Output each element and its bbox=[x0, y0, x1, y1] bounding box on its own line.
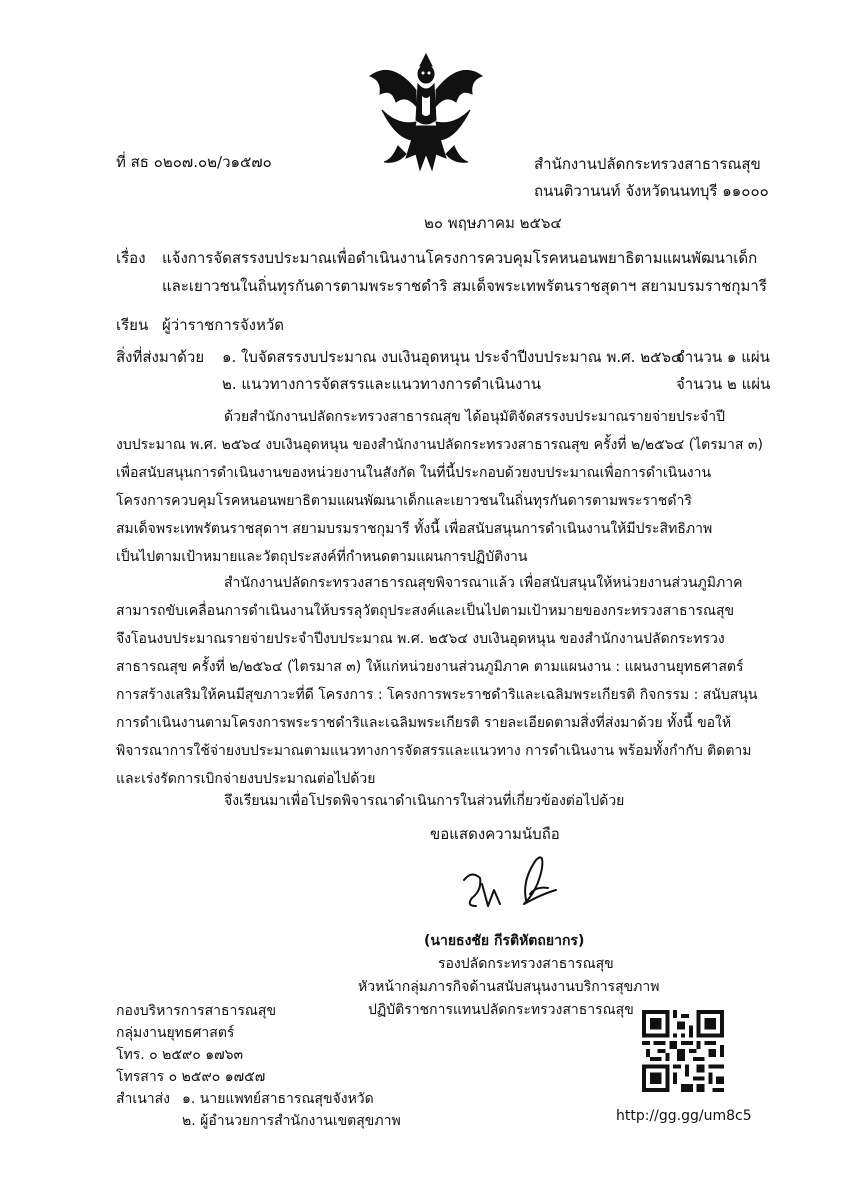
enclosures-label: สิ่งที่ส่งมาด้วย bbox=[116, 348, 205, 366]
footer-phone: โทร. ๐ ๒๕๙๐ ๑๗๖๓ bbox=[116, 1047, 244, 1063]
footer-fax: โทรสาร ๐ ๒๕๙๐ ๑๗๕๗ bbox=[116, 1069, 266, 1085]
footer-group: กลุ่มงานยุทธศาสตร์ bbox=[116, 1025, 235, 1041]
paragraph-line: ด้วยสำนักงานปลัดกระทรวงสาธารณสุข ได้อนุมัติจัดสรรงบประมาณรายจ่ายประจำปี bbox=[224, 409, 726, 425]
signatory-title: รองปลัดกระทรวงสาธารณสุข bbox=[438, 956, 614, 972]
paragraph-line: การดำเนินงานตามโครงการพระราชดำริและเฉลิมพระเกียรติ รายละเอียดตามสิ่งที่ส่งมาด้วย ทั้งนี้ ขอให้ bbox=[116, 715, 732, 731]
salutation-label: เรียน bbox=[116, 316, 149, 334]
subject-line-2: และเยาวชนในถิ่นทุรกันดารตามพระราชดำริ สมเด็จพระเทพรัตนราชสุดาฯ สยามบรมราชกุมารี bbox=[162, 277, 767, 295]
enclosure-item: ๒. แนวทางการจัดสรรและแนวทางการดำเนินงาน bbox=[222, 375, 542, 393]
enclosure-quantity: จำนวน ๑ แผ่น bbox=[676, 348, 770, 366]
paragraph-line: พิจารณาการใช้จ่ายงบประมาณตามแนวทางการจัดสรรและแนวทาง การดำเนินงาน พร้อมทั้งกำกับ ติดตาม bbox=[116, 743, 752, 759]
paragraph-line: และเร่งรัดการเบิกจ่ายงบประมาณต่อไปด้วย bbox=[116, 771, 376, 787]
signatory-name: (นายธงชัย กีรติหัตถยากร) bbox=[424, 933, 585, 949]
complimentary-close: ขอแสดงความนับถือ bbox=[430, 825, 560, 843]
footer-division: กองบริหารการสาธารณสุข bbox=[116, 1003, 277, 1019]
body-paragraph-1 bbox=[116, 403, 790, 571]
cc-label: สำเนาส่ง bbox=[116, 1091, 171, 1107]
paragraph-line: สมเด็จพระเทพรัตนราชสุดาฯ สยามบรมราชกุมารี ทั้งนี้ เพื่อสนับสนุนการดำเนินงานให้มีประสิทธิภาพ bbox=[116, 521, 713, 537]
paragraph-line: สาธารณสุข ครั้งที่ ๒/๒๕๖๔ (ไตรมาส ๓) ให้แก่หน่วยงานส่วนภูมิภาค ตามแผนงาน : แผนงานยุทธศาสตร์ bbox=[116, 659, 744, 675]
handwritten-signature bbox=[452, 850, 572, 920]
cc-item: ๒. ผู้อำนวยการสำนักงานเขตสุขภาพ bbox=[182, 1113, 401, 1129]
paragraph-line: จึงโอนงบประมาณรายจ่ายประจำปีงบประมาณ พ.ศ. ๒๕๖๔ งบเงินอุดหนุน ของสำนักงานปลัดกระทรวง bbox=[116, 631, 725, 647]
body-paragraph-2 bbox=[116, 569, 790, 793]
office-address: ถนนติวานนท์ จังหวัดนนทบุรี ๑๑๐๐๐ bbox=[534, 182, 769, 200]
paragraph-line: สำนักงานปลัดกระทรวงสาธารณสุขพิจารณาแล้ว เพื่อสนับสนุนให้หน่วยงานส่วนภูมิภาค bbox=[224, 575, 743, 591]
enclosure-quantity: จำนวน ๒ แผ่น bbox=[676, 375, 771, 393]
paragraph-line: เพื่อสนับสนุนการดำเนินงานของหน่วยงานในสังกัด ในที่นี้ประกอบด้วยงบประมาณเพื่อการดำเนินงาน bbox=[116, 465, 712, 481]
qr-url[interactable]: http://gg.gg/um8c5 bbox=[616, 1108, 752, 1124]
closing-line: จึงเรียนมาเพื่อโปรดพิจารณาดำเนินการในส่วนที่เกี่ยวข้องต่อไปด้วย bbox=[224, 793, 625, 809]
recipient: ผู้ว่าราชการจังหวัด bbox=[162, 316, 285, 334]
subject-line-1: แจ้งการจัดสรรงบประมาณเพื่อดำเนินงานโครงการควบคุมโรคหนอนพยาธิตามแผนพัฒนาเด็ก bbox=[162, 249, 758, 267]
cc-item: ๑. นายแพทย์สาธารณสุขจังหวัด bbox=[182, 1091, 374, 1107]
paragraph-line: เป็นไปตามเป้าหมายและวัตถุประสงค์ที่กำหนดตามแผนการปฏิบัติงาน bbox=[116, 549, 528, 565]
office-name: สำนักงานปลัดกระทรวงสาธารณสุข bbox=[534, 155, 761, 173]
document-number: ที่ สธ ๐๒๐๗.๐๒/ว๑๕๗๐ bbox=[116, 153, 272, 171]
signatory-title: ปฏิบัติราชการแทนปลัดกระทรวงสาธารณสุข bbox=[368, 1002, 634, 1018]
paragraph-line: งบประมาณ พ.ศ. ๒๕๖๔ งบเงินอุดหนุน ของสำนักงานปลัดกระทรวงสาธารณสุข ครั้งที่ ๒/๒๕๖๔ (ไตรมาส ๓) bbox=[116, 437, 763, 453]
subject-label: เรื่อง bbox=[116, 249, 146, 267]
signatory-title: หัวหน้ากลุ่มภารกิจด้านสนับสนุนงานบริการสุขภาพ bbox=[358, 979, 660, 995]
paragraph-line: โครงการควบคุมโรคหนอนพยาธิตามแผนพัฒนาเด็กและเยาวชนในถิ่นทุรกันดารตามพระราชดำริ bbox=[116, 493, 692, 509]
garuda-emblem bbox=[362, 50, 490, 176]
document-date: ๒๐ พฤษภาคม ๒๕๖๔ bbox=[424, 214, 562, 232]
enclosure-item: ๑. ใบจัดสรรงบประมาณ งบเงินอุดหนุน ประจำปีงบประมาณ พ.ศ. ๒๕๖๔ bbox=[222, 348, 683, 366]
paragraph-line: การสร้างเสริมให้คนมีสุขภาวะที่ดี โครงการ : โครงการพระราชดำริและเฉลิมพระเกียรติ กิจกรรม : สนับสนุน bbox=[116, 687, 758, 703]
paragraph-line: สามารถขับเคลื่อนการดำเนินงานให้บรรลุวัตถุประสงค์และเป็นไปตามเป้าหมายของกระทรวงสาธารณสุข bbox=[116, 603, 735, 619]
qr-code[interactable] bbox=[642, 1010, 724, 1092]
